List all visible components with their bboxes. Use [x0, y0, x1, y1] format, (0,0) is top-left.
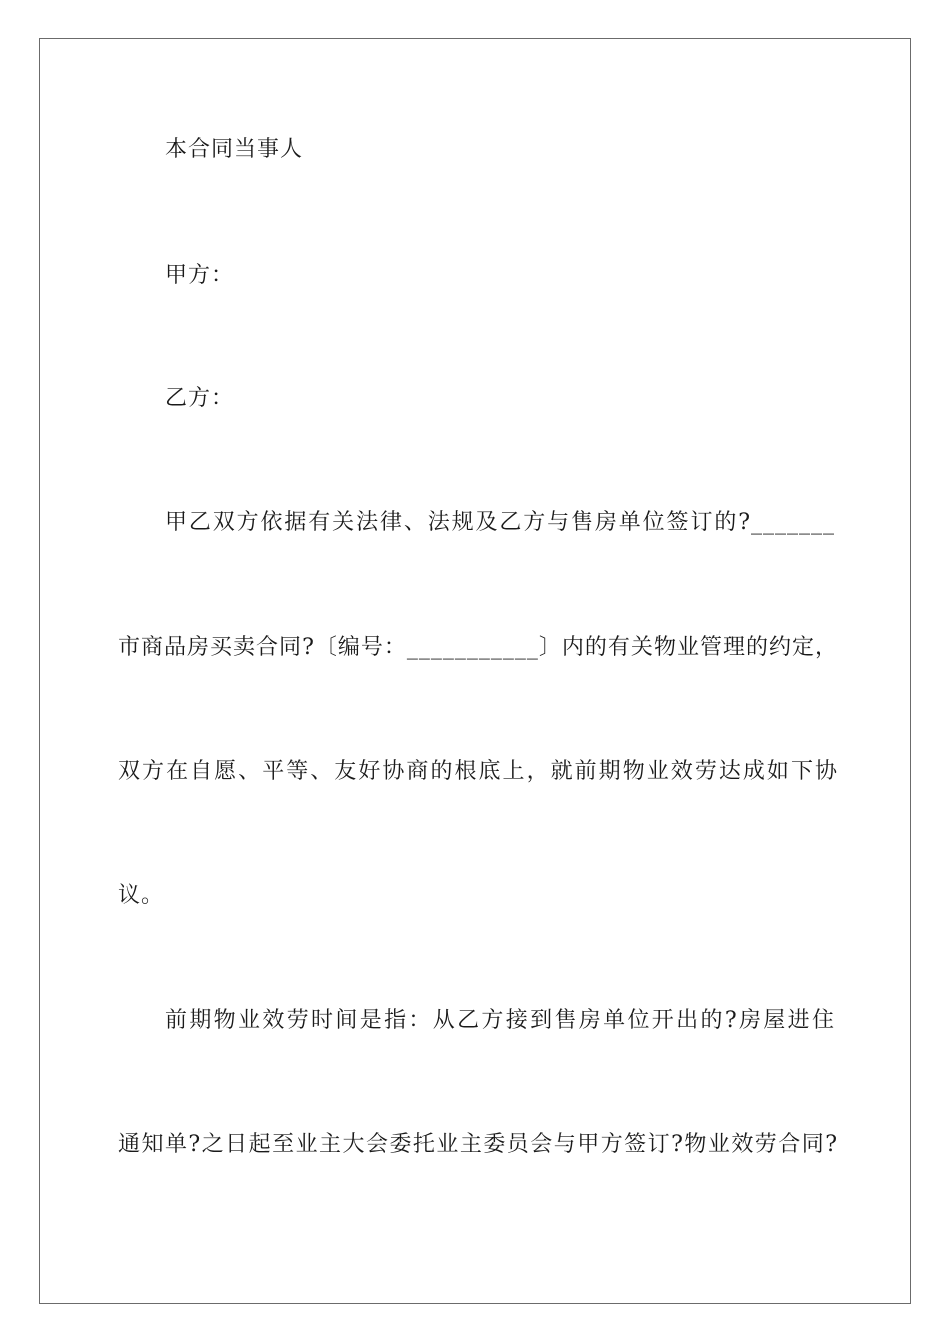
paragraph-line: 甲乙双方依据有关法律、法规及乙方与售房单位签订的?_______ — [165, 510, 835, 535]
paragraph-line: 议。 — [118, 883, 165, 908]
party-heading: 本合同当事人 — [165, 137, 304, 162]
paragraph-line: 市商品房买卖合同?〔编号：___________〕内的有关物业管理的约定， — [118, 635, 838, 660]
page-border — [39, 38, 911, 1304]
paragraph-line: 通知单?之日起至业主大会委托业主委员会与甲方签订?物业效劳合同? — [118, 1132, 838, 1157]
party-b-label: 乙方： — [165, 386, 235, 411]
paragraph-line: 双方在自愿、平等、友好协商的根底上，就前期物业效劳达成如下协 — [118, 759, 838, 784]
party-a-label: 甲方： — [165, 263, 235, 288]
paragraph-line: 前期物业效劳时间是指：从乙方接到售房单位开出的?房屋进住 — [165, 1008, 835, 1033]
